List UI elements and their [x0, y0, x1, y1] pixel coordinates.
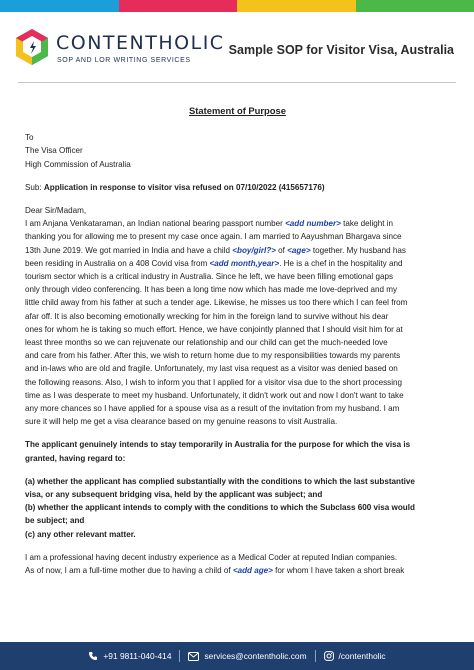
- paragraph-line: [25, 415, 450, 428]
- paragraph-experience: [25, 551, 450, 577]
- recipient-address: [25, 131, 450, 171]
- top-bar-segment-pink: [119, 0, 238, 12]
- address-line: To: [25, 133, 34, 143]
- subject-line: [25, 181, 450, 194]
- text-run: I am Anjana Venkataraman, an Indian national bearing passport number: [25, 219, 286, 229]
- text-run: As of now, I am a full-time mother due to having a child of: [25, 566, 233, 576]
- instagram-icon: [324, 651, 334, 661]
- text-run: time as I was desperate to meet my husband. Unfortunately, it didn't work out and now I don't want to take: [25, 390, 404, 400]
- paragraph-line: [25, 362, 450, 375]
- text-run: together. My husband has: [310, 245, 406, 255]
- text-run: I am a professional having decent industry experience as a Medical Coder at reputed Indian companies.: [25, 552, 398, 562]
- text-run: tourism sector which is a critical industry in Australia. Since he left, we have been filling emotional gaps: [25, 272, 393, 282]
- criteria-intro: [25, 438, 450, 464]
- top-bar-segment-yellow: [237, 0, 356, 12]
- footer-separator: [315, 650, 316, 662]
- text-run: of: [275, 245, 288, 255]
- criteria-line: visa, or any subsequent bridging visa, held by the applicant was subject; and: [25, 490, 323, 500]
- footer-email-text: services@contentholic.com: [204, 651, 307, 661]
- brand-name: CONTENTHOLIC: [56, 32, 225, 54]
- brand-logo-icon: [15, 28, 49, 66]
- paragraph-line: [25, 323, 450, 336]
- page-title: Sample SOP for Visitor Visa, Australia: [228, 43, 454, 57]
- placeholder-field: <add age>: [232, 566, 273, 576]
- paragraph-line: [25, 310, 450, 323]
- text-run: the following reasons. Also, I wish to inform you that I applied for a visitor visa due to the short processing: [25, 377, 403, 387]
- text-run: only through video conferencing. It has been a long time now which has made me love-deprived and my: [25, 285, 398, 295]
- criteria-line: The applicant genuinely intends to stay temporarily in Australia for the purpose for which the visa is: [25, 440, 411, 450]
- text-run: take delight in: [340, 219, 394, 229]
- text-run: . He is a chef in the hospitality and: [279, 258, 403, 268]
- text-run: and care from his father. After this, we wish to return home due to my responsibilities towards my parents: [25, 351, 401, 361]
- paragraph-line: [25, 551, 450, 564]
- page-footer: [0, 642, 474, 670]
- paragraph-line: [25, 257, 450, 270]
- address-line: High Commission of Australia: [25, 159, 131, 169]
- brand-tagline: SOP AND LOR WRITING SERVICES: [57, 57, 191, 64]
- subject-prefix: Sub:: [25, 182, 44, 192]
- text-run: thanking you for allowing me to present my case once again. I am married to Aayushman Bhargava since: [25, 232, 402, 242]
- criteria-list: [25, 475, 450, 541]
- subject-text: Application in response to visitor visa refused on 07/10/2022 (415657176): [43, 182, 325, 192]
- page-header: [0, 12, 474, 82]
- placeholder-field: <add number>: [285, 219, 341, 229]
- criteria-line: (a) whether the applicant has complied substantially with the conditions to which the last substantive: [25, 476, 415, 486]
- paragraph-line: [25, 402, 450, 415]
- paragraph-introduction: [25, 217, 450, 428]
- criteria-line: (c) any other relevant matter.: [25, 529, 136, 539]
- top-bar-segment-blue: [0, 0, 119, 12]
- criteria-line: granted, having regard to:: [25, 453, 126, 463]
- text-run: ones for whom he is taking so much effort. Hence, we have conjointly planned that I should visit him for at: [25, 324, 403, 334]
- salutation: Dear Sir/Madam,: [25, 206, 87, 216]
- text-run: sure it will help me get a visa clearance based on my genuine reasons to visit Australia.: [25, 417, 338, 427]
- footer-email[interactable]: [188, 651, 306, 661]
- document-title: Statement of Purpose: [189, 105, 286, 116]
- text-run: little child away from his father at such a tender age. Likewise, he misses us too there which I can feel from: [25, 298, 408, 308]
- paragraph-line: [25, 376, 450, 389]
- text-run: afar off. It is also becoming emotionally wrecking for him in the foreign land to survive without his dear: [25, 311, 389, 321]
- text-run: least three months so we can rejuvenate our relationship and our child can get the much-needed love: [25, 338, 388, 348]
- paragraph-line: [25, 270, 450, 283]
- placeholder-field: <add month,year>: [209, 258, 280, 268]
- email-icon: [188, 652, 199, 661]
- footer-social-text: /contentholic: [338, 651, 386, 661]
- paragraph-line: [25, 244, 450, 257]
- criteria-line: (b) whether the applicant intends to comply with the conditions to which the Subclass 600 visa would: [25, 503, 415, 513]
- header-divider: [18, 82, 456, 83]
- paragraph-line: [25, 230, 450, 243]
- text-run: any more chances so I have applied for a spouse visa as a result of the invitation from my husband. I am: [25, 404, 400, 414]
- text-run: 13th June 2019. We got married in India and have a child: [25, 245, 233, 255]
- criteria-line: be subject; and: [25, 516, 85, 526]
- document-body: [25, 104, 450, 577]
- paragraph-line: [25, 217, 450, 230]
- paragraph-line: [25, 349, 450, 362]
- top-bar-segment-green: [356, 0, 474, 12]
- footer-phone[interactable]: [88, 651, 171, 661]
- placeholder-field: <boy/girl?>: [232, 245, 276, 255]
- text-run: and in-laws who are old and fragile. Unfortunately, my last visa request as a visitor was denied based on: [25, 364, 398, 374]
- text-run: for whom I have taken a short break: [272, 566, 405, 576]
- footer-phone-text: +91 9811-040-414: [103, 651, 172, 661]
- top-color-bar: [0, 0, 474, 12]
- paragraph-line: [25, 389, 450, 402]
- paragraph-line: [25, 564, 450, 577]
- paragraph-line: [25, 283, 450, 296]
- phone-icon: [88, 651, 98, 661]
- paragraph-line: [25, 296, 450, 309]
- placeholder-field: <age>: [287, 245, 311, 255]
- footer-separator: [179, 650, 180, 662]
- address-line: The Visa Officer: [25, 146, 83, 156]
- paragraph-line: [25, 336, 450, 349]
- text-run: been residing in Australia on a 408 Covid visa from: [25, 258, 210, 268]
- footer-social[interactable]: [324, 651, 386, 661]
